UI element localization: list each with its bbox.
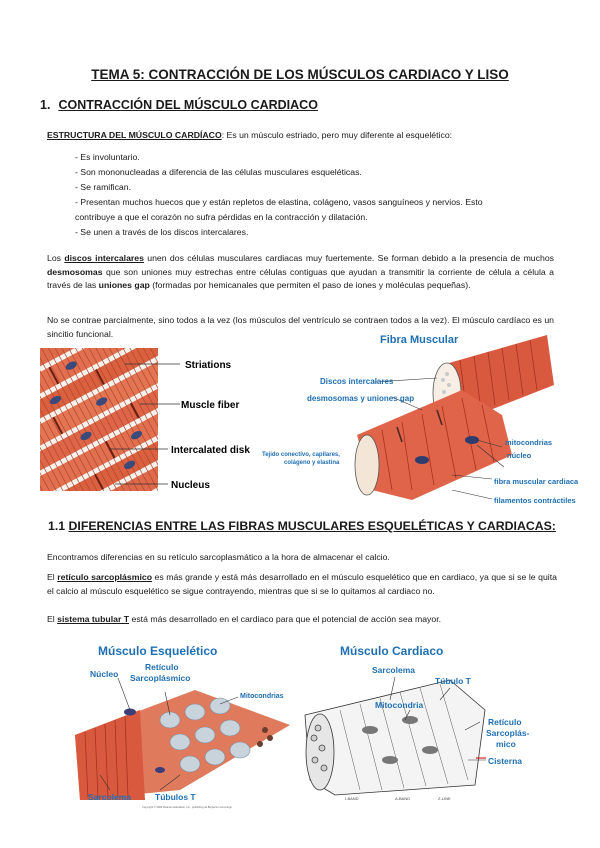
text-span: está más desarrollado en el cardiaco para que el potencial de acción sea mayor. [129, 614, 442, 624]
mitocondrias-label: mitocondrias [505, 438, 553, 447]
estructura-label: ESTRUCTURA DEL MÚSCULO CARDÍACO [47, 130, 222, 140]
estructura-text: : Es un músculo estriado, pero muy diferente al esquelético: [221, 130, 453, 140]
list-item: - Se unen a través de los discos intercalares. [75, 227, 249, 237]
reticulo-esq-label-1: Retículo [145, 662, 179, 672]
copyright-caption: Copyright © 2006 Pearson Education, Inc., publishing as Benjamin Cummings [142, 806, 232, 809]
tubular-paragraph [47, 613, 567, 627]
section-1-1-title: DIFERENCIAS ENTRE LAS FIBRAS MUSCULARES ESQUELÉTICAS Y CARDIACAS: [68, 519, 556, 533]
musculo-cardiaco-title: Músculo Cardiaco [340, 644, 444, 658]
text-span: que son uniones muy estrechas entre células contiguas que ayudan a transmitir la corriente de célula a célula a través de las [47, 266, 554, 290]
tubulos-t-esq-label: Túbulos T [155, 792, 196, 802]
z-line-label: Z-LINE [438, 796, 451, 801]
reticulo-paragraph [47, 571, 557, 598]
fibra-muscular-title: Fibra Muscular [380, 334, 459, 346]
filamentos-contractiles-label: filamentos contráctiles [494, 496, 576, 505]
musculo-cardiaco-figure [300, 640, 555, 805]
mitocondria-card-label: Mitocondria [375, 700, 424, 710]
discos-intercalares-label: Discos intercalares [320, 377, 394, 386]
tubular-term: sistema tubular T [57, 614, 130, 624]
fibra-muscular-figure [262, 330, 579, 510]
mitocondrias-esq-label: Mitocondrias [240, 693, 284, 700]
striations-label: Striations [185, 360, 232, 371]
nucleus-label: Nucleus [171, 480, 210, 491]
text-span: El [47, 614, 58, 624]
desmosomas-label: desmosomas y uniones gap [307, 394, 415, 403]
page-title: TEMA 5: CONTRACCIÓN DE LOS MÚSCULOS CARDIACO Y LISO [91, 67, 509, 82]
text-span: (formadas por hemicanales que permiten el paso de iones y moléculas pequeñas). [149, 280, 471, 290]
musculo-esqueletico-figure [70, 640, 305, 810]
text-span: unen dos células musculares cardiacas muy fuertemente. Se forman debido a la presencia de muchos [143, 253, 554, 263]
estructura-list [75, 150, 565, 240]
nucleo-esq-label: Núcleo [90, 669, 119, 679]
i-band-label: I-BAND [345, 796, 359, 801]
sarcolema-esq-label: Sarcolema [88, 792, 131, 802]
nucleo-label: núcleo [507, 451, 532, 460]
tejido-conectivo-label-2: colágeno y elastina [284, 460, 340, 466]
gap-term: uniones gap [98, 280, 150, 290]
musculo-esqueletico-title: Músculo Esquelético [98, 644, 218, 658]
reticulo-esq-label-2: Sarcoplásmico [130, 673, 191, 683]
tejido-conectivo-label-1: Tejido conectivo, capilares, [262, 452, 340, 458]
sarcolema-card-label: Sarcolema [372, 665, 415, 675]
text-span: El [47, 572, 58, 582]
section-1-heading [40, 98, 318, 112]
reticulo-term: retículo sarcoplásmico [57, 572, 152, 582]
cardiac-micrograph-figure [40, 348, 265, 493]
diferencias-paragraph: Encontramos diferencias en su retículo sarcoplasmático a la hora de almacenar el calcio. [47, 552, 390, 562]
text-span: es más grande y está más desarrollado en el músculo esquelético que en cardiaco, ya que si se le quita el calcio al músculo esquelético se sigue contrayendo, mientras que si se lo quitamos al cardiaco no. [47, 572, 557, 596]
cardiaco-fiber-drawing [305, 680, 486, 795]
cisterna-card-label: Cisterna [488, 756, 523, 766]
list-item: - Es involuntario. [75, 152, 140, 162]
esqueletico-fiber [75, 690, 290, 800]
estructura-paragraph [47, 129, 567, 143]
section-1-number: 1. [40, 98, 51, 112]
discos-term: discos intercalares [64, 253, 144, 263]
list-item: - Presentan muchos huecos que y están repletos de elastina, colágeno, vasos sanguíneos y nervios. Esto [75, 197, 483, 207]
section-1-title: CONTRACCIÓN DEL MÚSCULO CARDIACO [58, 98, 318, 112]
list-item: - Se ramifican. [75, 182, 132, 192]
a-band-label: A-BAND [395, 796, 411, 801]
contrae-paragraph: No se contrae parcialmente, sino todos a la vez (los músculos del ventrículo se contraen todos a la vez). El músculo cardíaco es un sincitio funcional. [47, 315, 554, 339]
discos-paragraph [47, 252, 554, 293]
reticulo-card-label-1: Retículo [488, 717, 522, 727]
list-item: contribuye a que el corazón no sufra pérdidas en la contracción y dilatación. [75, 212, 368, 222]
section-1-1-number: 1.1 [48, 519, 66, 533]
muscle-fiber-label: Muscle fiber [181, 400, 240, 411]
desmosomas-term: desmosomas [47, 266, 103, 277]
list-item: - Son mononucleadas a diferencia de las células musculares esqueléticas. [75, 167, 362, 177]
intercalated-disk-label: Intercalated disk [171, 445, 250, 456]
text-span: Los [47, 253, 65, 263]
reticulo-card-label-3: mico [496, 739, 516, 749]
section-1-1-heading [48, 519, 556, 533]
fibra-muscular-cardiaca-label: fibra muscular cardiaca [494, 477, 579, 486]
reticulo-card-label-2: Sarcoplás- [486, 728, 530, 738]
tubulo-t-card-label: Túbulo T [435, 676, 471, 686]
